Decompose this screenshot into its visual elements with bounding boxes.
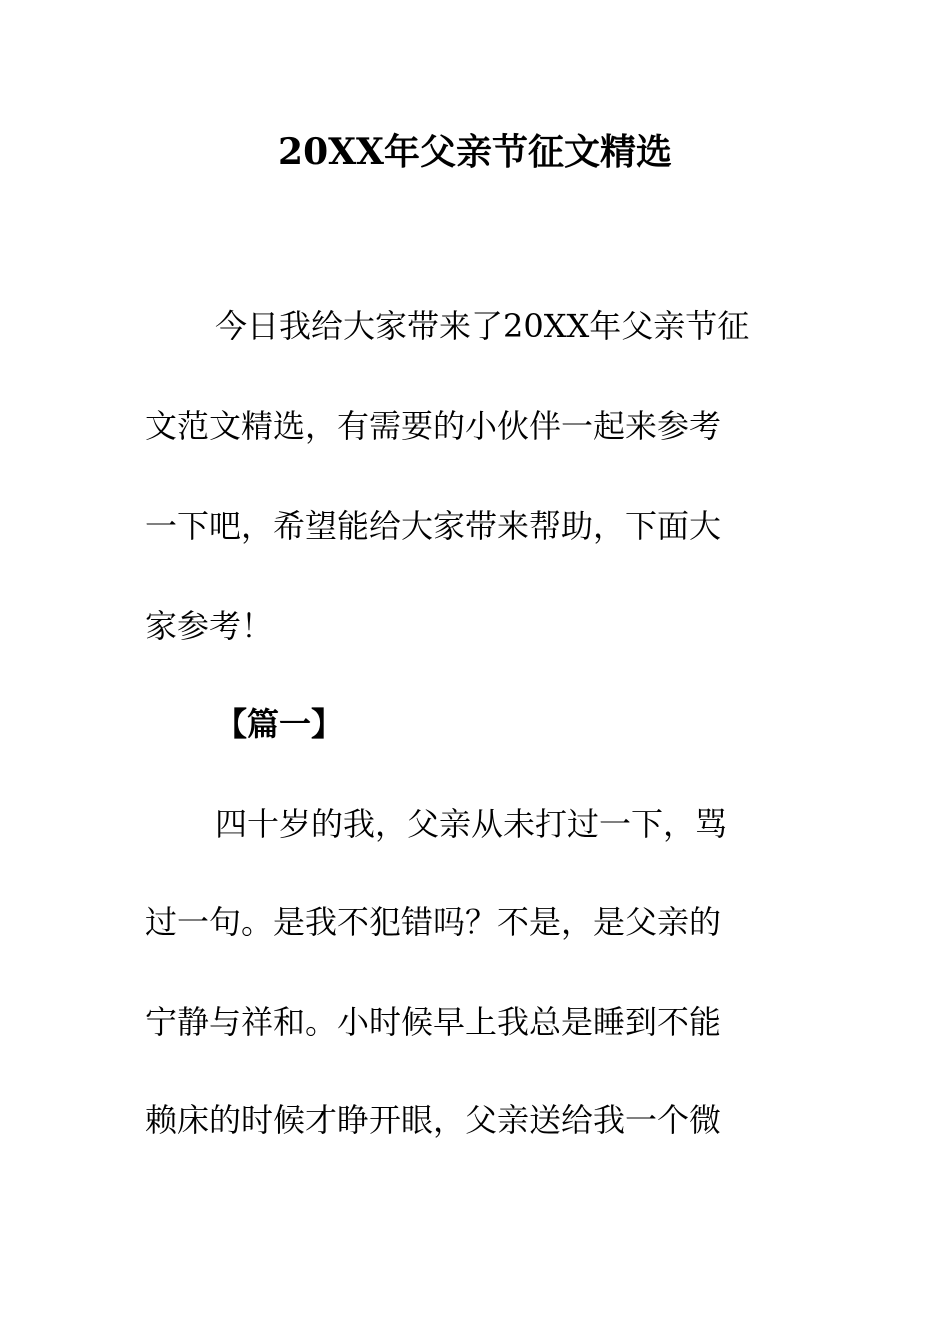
intro-line-4: 家参考！ <box>145 607 274 645</box>
body-line-4: 赖床的时候才睁开眼，父亲送给我一个微 <box>145 1101 722 1139</box>
document-title: 20XX年父亲节征文精选 <box>278 131 672 173</box>
intro-line-2: 文范文精选，有需要的小伙伴一起来参考 <box>145 407 722 445</box>
body-line-3: 宁静与祥和。小时候早上我总是睡到不能 <box>145 1003 722 1041</box>
body-line-2: 过一句。是我不犯错吗？不是，是父亲的 <box>145 903 722 941</box>
body-line-1: 四十岁的我，父亲从未打过一下，骂 <box>215 805 728 843</box>
intro-line-1: 今日我给大家带来了20XX年父亲节征 <box>215 307 750 345</box>
intro-line-3: 一下吧，希望能给大家带来帮助，下面大 <box>145 507 722 545</box>
section-heading: 【篇一】 <box>215 705 344 743</box>
